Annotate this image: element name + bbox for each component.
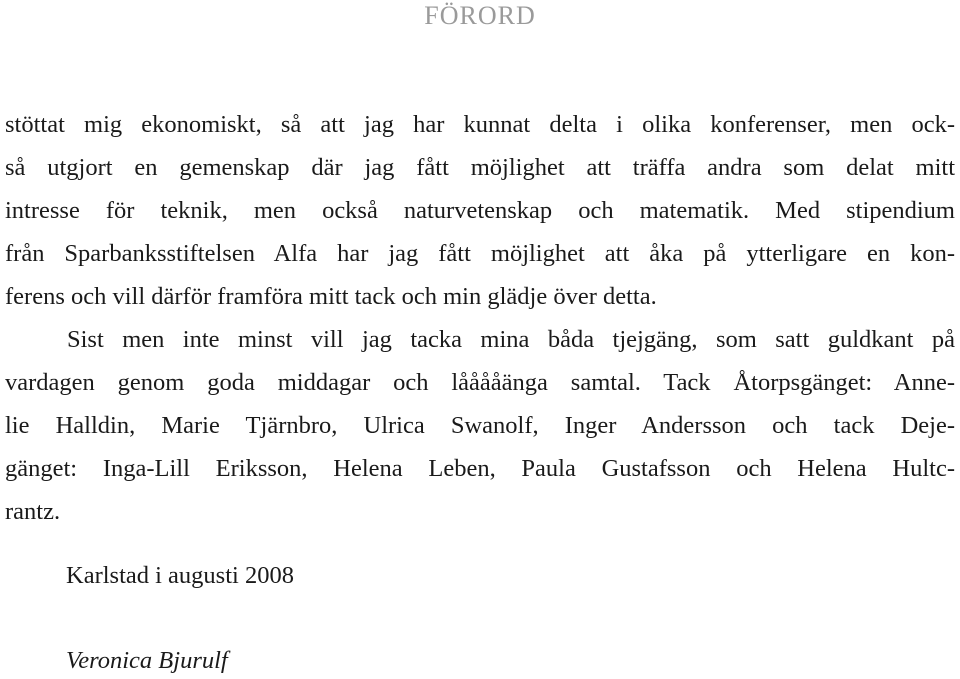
paragraph-2-line: gänget: Inga-Lill Eriksson, Helena Leben, Paula Gustafsson och Helena Hultc- (5, 455, 955, 482)
signature: Veronica Bjurulf (66, 647, 228, 674)
paragraph-1-line: från Sparbanksstiftelsen Alfa har jag fått möjlighet att åka på ytterligare en kon- (5, 240, 955, 267)
paragraph-2-line: lie Halldin, Marie Tjärnbro, Ulrica Swanolf, Inger Andersson och tack Deje- (5, 412, 955, 439)
paragraph-1-line: ferens och vill därför framföra mitt tack och min glädje över detta. (5, 283, 657, 310)
page-heading: FÖRORD (424, 1, 536, 30)
body-text (5, 103, 955, 533)
paragraph-1-line: stöttat mig ekonomiskt, så att jag har kunnat delta i olika konferenser, men ock- (5, 111, 955, 138)
paragraph-1-line: så utgjort en gemenskap där jag fått möjlighet att träffa andra som delat mitt (5, 154, 955, 181)
paragraph-2-line: Sist men inte minst vill jag tacka mina båda tjejgäng, som satt guldkant på (67, 326, 955, 353)
paragraph-1-line: intresse för teknik, men också naturvetenskap och matematik. Med stipendium (5, 197, 955, 224)
paragraph-2-line: rantz. (5, 498, 61, 525)
paragraph-2-line: vardagen genom goda middagar och lååååänga samtal. Tack Åtorpsgänget: Anne- (5, 369, 955, 396)
place-date: Karlstad i augusti 2008 (66, 562, 294, 589)
